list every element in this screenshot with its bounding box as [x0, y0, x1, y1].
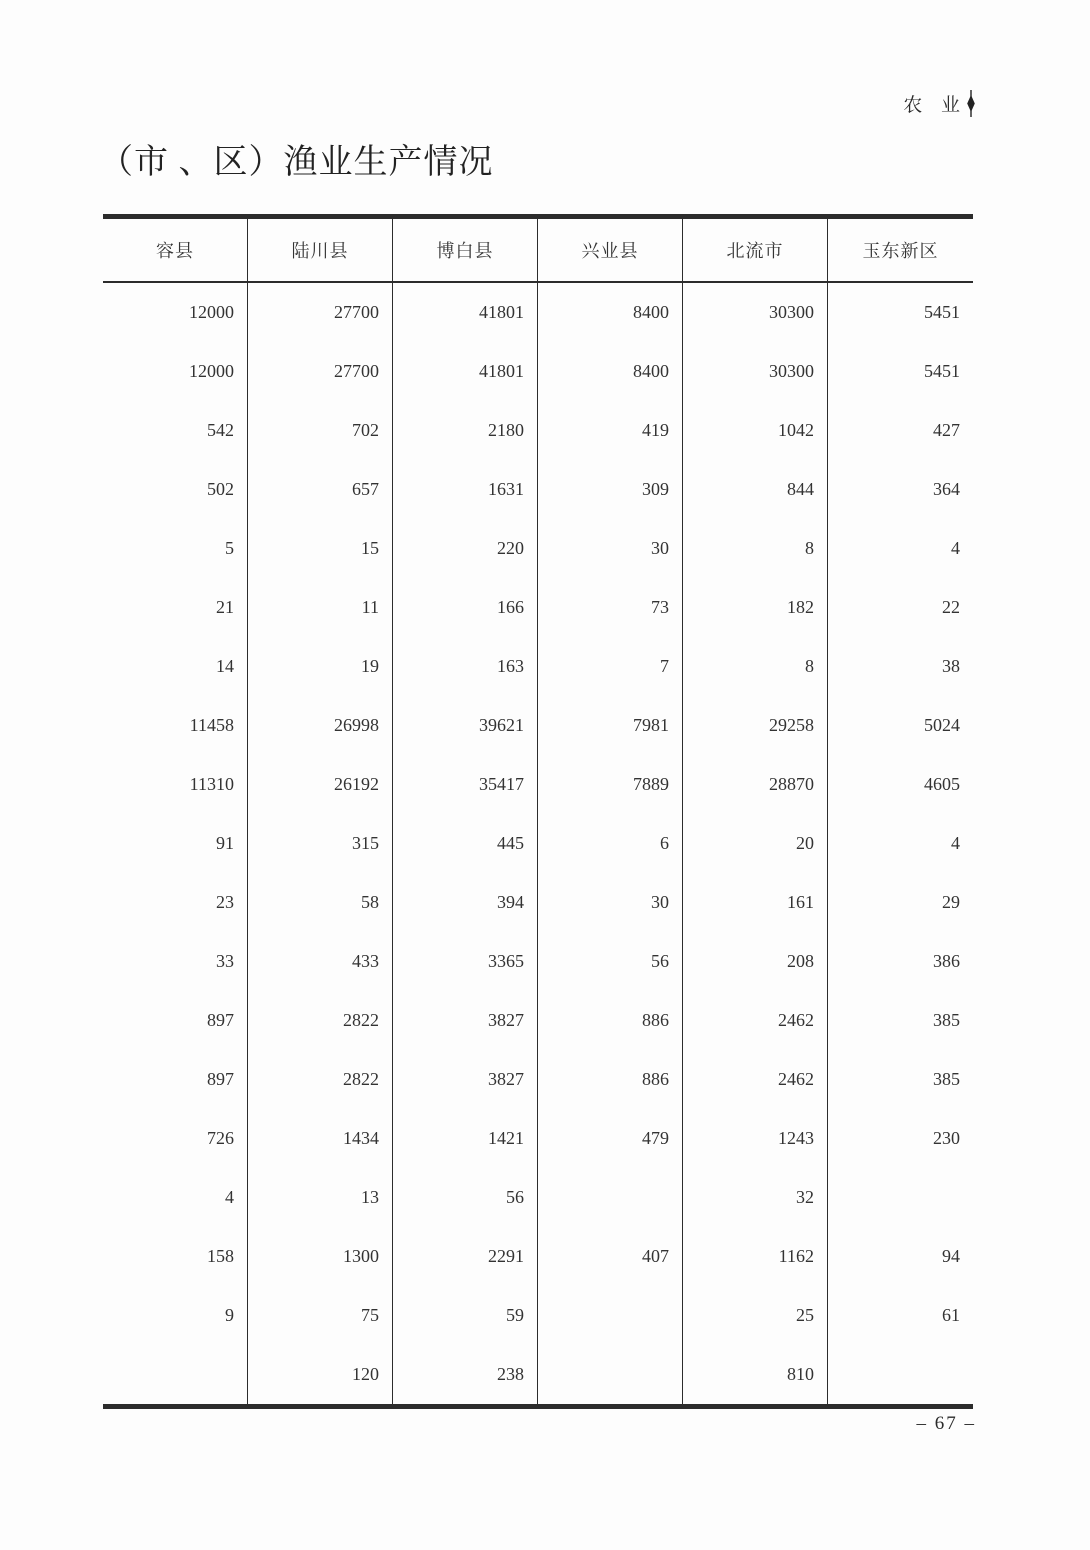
table-row [103, 1286, 973, 1345]
table-cell: 385 [933, 1010, 960, 1030]
table-cell: 657 [248, 460, 393, 519]
table-cell: 394 [393, 873, 538, 932]
table-cell: 3827 [393, 991, 538, 1050]
table-row [103, 460, 973, 519]
table-row [103, 283, 973, 342]
table-cell: 19 [248, 637, 393, 696]
table-cell: 810 [683, 1345, 828, 1404]
table-cell: 1434 [248, 1109, 393, 1168]
table-cell: 419 [538, 401, 683, 460]
table-cell: 5451 [924, 302, 960, 322]
table-cell: 8400 [538, 342, 683, 401]
table-cell: 163 [393, 637, 538, 696]
table-cell: 1243 [683, 1109, 828, 1168]
table-cell: 20 [683, 814, 828, 873]
table-cell: 220 [393, 519, 538, 578]
table-cell: 5024 [924, 715, 960, 735]
column-header: 陆川县 [248, 219, 393, 283]
table-body [103, 283, 973, 1404]
table-row [103, 1345, 973, 1404]
table-header-row [103, 219, 973, 283]
table-row [103, 1227, 973, 1286]
table-cell: 61 [942, 1305, 960, 1325]
table-cell: 12000 [103, 342, 248, 401]
table-cell: 309 [538, 460, 683, 519]
table-cell: 11310 [103, 755, 248, 814]
table-cell: 385 [933, 1069, 960, 1089]
table-cell: 315 [248, 814, 393, 873]
table-row [103, 814, 973, 873]
table-cell: 7 [538, 637, 683, 696]
diamond-marker-icon [966, 90, 976, 117]
table-cell: 886 [538, 1050, 683, 1109]
table-cell: 445 [393, 814, 538, 873]
table-cell: 208 [683, 932, 828, 991]
table-cell: 59 [393, 1286, 538, 1345]
table-cell: 13 [248, 1168, 393, 1227]
table-cell: 5 [103, 519, 248, 578]
table-cell: 56 [393, 1168, 538, 1227]
table-cell [538, 1345, 683, 1404]
table-row [103, 637, 973, 696]
table-cell: 182 [683, 578, 828, 637]
table-cell: 27700 [248, 283, 393, 342]
table-cell: 94 [942, 1246, 960, 1266]
table-cell: 30 [538, 519, 683, 578]
table-cell: 29 [942, 892, 960, 912]
table-cell: 2822 [248, 1050, 393, 1109]
column-header: 北流市 [683, 219, 828, 283]
table-cell: 726 [103, 1109, 248, 1168]
page-title: （市 、区）渔业生产情况 [99, 144, 494, 181]
table-cell: 35417 [393, 755, 538, 814]
page-number: – 67 – [916, 1413, 976, 1434]
table-cell: 29258 [683, 696, 828, 755]
table-cell: 9 [103, 1286, 248, 1345]
table-cell: 41801 [393, 283, 538, 342]
table-cell: 8400 [538, 283, 683, 342]
table-cell: 1042 [683, 401, 828, 460]
table-cell: 33 [103, 932, 248, 991]
table-cell: 3827 [393, 1050, 538, 1109]
table-cell: 7981 [538, 696, 683, 755]
table-row [103, 873, 973, 932]
column-header: 博白县 [393, 219, 538, 283]
table-cell: 58 [248, 873, 393, 932]
table-cell: 364 [933, 479, 960, 499]
table-row [103, 578, 973, 637]
table-cell: 230 [933, 1128, 960, 1148]
section-header [903, 90, 976, 117]
table-head [103, 219, 973, 283]
table-cell: 2291 [393, 1227, 538, 1286]
table-cell: 386 [933, 951, 960, 971]
fishery-production-table [103, 214, 973, 1409]
table-cell: 6 [538, 814, 683, 873]
table-cell: 75 [248, 1286, 393, 1345]
column-header: 容县 [103, 219, 248, 283]
table-cell [538, 1286, 683, 1345]
table-cell [828, 1168, 973, 1227]
table-cell: 1631 [393, 460, 538, 519]
table-cell: 38 [942, 656, 960, 676]
column-header: 玉东新区 [828, 219, 973, 283]
table-row [103, 1050, 973, 1109]
table-cell: 158 [103, 1227, 248, 1286]
table-cell: 7889 [538, 755, 683, 814]
table-cell: 5451 [924, 361, 960, 381]
table-cell: 21 [103, 578, 248, 637]
table-cell: 427 [933, 420, 960, 440]
table-cell: 23 [103, 873, 248, 932]
table-cell: 22 [942, 597, 960, 617]
table-cell [103, 1345, 248, 1404]
table-cell [828, 1345, 973, 1404]
table-cell: 41801 [393, 342, 538, 401]
table-cell: 73 [538, 578, 683, 637]
table-cell: 433 [248, 932, 393, 991]
table-row [103, 519, 973, 578]
table-cell: 30300 [683, 342, 828, 401]
table-cell: 4 [951, 538, 960, 558]
table-cell: 2822 [248, 991, 393, 1050]
table-row [103, 932, 973, 991]
table-cell: 91 [103, 814, 248, 873]
table-cell: 4 [103, 1168, 248, 1227]
table-row [103, 696, 973, 755]
table-cell: 26998 [248, 696, 393, 755]
table-cell: 30 [538, 873, 683, 932]
table-cell: 11 [248, 578, 393, 637]
column-header: 兴业县 [538, 219, 683, 283]
table-row [103, 401, 973, 460]
table-row [103, 755, 973, 814]
table-cell: 479 [538, 1109, 683, 1168]
table-cell: 30300 [683, 283, 828, 342]
table-cell: 1162 [683, 1227, 828, 1286]
table-cell: 2180 [393, 401, 538, 460]
table-cell: 32 [683, 1168, 828, 1227]
table-row [103, 991, 973, 1050]
table-cell: 166 [393, 578, 538, 637]
table-cell: 39621 [393, 696, 538, 755]
table-cell: 502 [103, 460, 248, 519]
table-cell: 15 [248, 519, 393, 578]
table-cell: 897 [103, 1050, 248, 1109]
table-cell: 2462 [683, 991, 828, 1050]
table-cell: 4605 [924, 774, 960, 794]
table-cell: 844 [683, 460, 828, 519]
table-cell: 407 [538, 1227, 683, 1286]
table-cell: 120 [248, 1345, 393, 1404]
table-cell: 12000 [103, 283, 248, 342]
table-cell: 8 [683, 637, 828, 696]
table-cell: 28870 [683, 755, 828, 814]
table-cell: 886 [538, 991, 683, 1050]
table-cell: 1421 [393, 1109, 538, 1168]
table-cell: 238 [393, 1345, 538, 1404]
table-cell: 897 [103, 991, 248, 1050]
table-cell: 161 [683, 873, 828, 932]
table-row [103, 1168, 973, 1227]
table-cell: 26192 [248, 755, 393, 814]
table-cell: 27700 [248, 342, 393, 401]
table-cell: 4 [951, 833, 960, 853]
table-cell: 11458 [103, 696, 248, 755]
section-label: 农 业 [903, 95, 961, 116]
table-cell: 1300 [248, 1227, 393, 1286]
table-cell: 56 [538, 932, 683, 991]
table-cell: 702 [248, 401, 393, 460]
table-cell: 542 [103, 401, 248, 460]
table-cell: 25 [683, 1286, 828, 1345]
table-cell: 3365 [393, 932, 538, 991]
table-cell: 8 [683, 519, 828, 578]
table-cell: 14 [103, 637, 248, 696]
table-row [103, 1109, 973, 1168]
table-cell: 2462 [683, 1050, 828, 1109]
table-cell [538, 1168, 683, 1227]
table-row [103, 342, 973, 401]
